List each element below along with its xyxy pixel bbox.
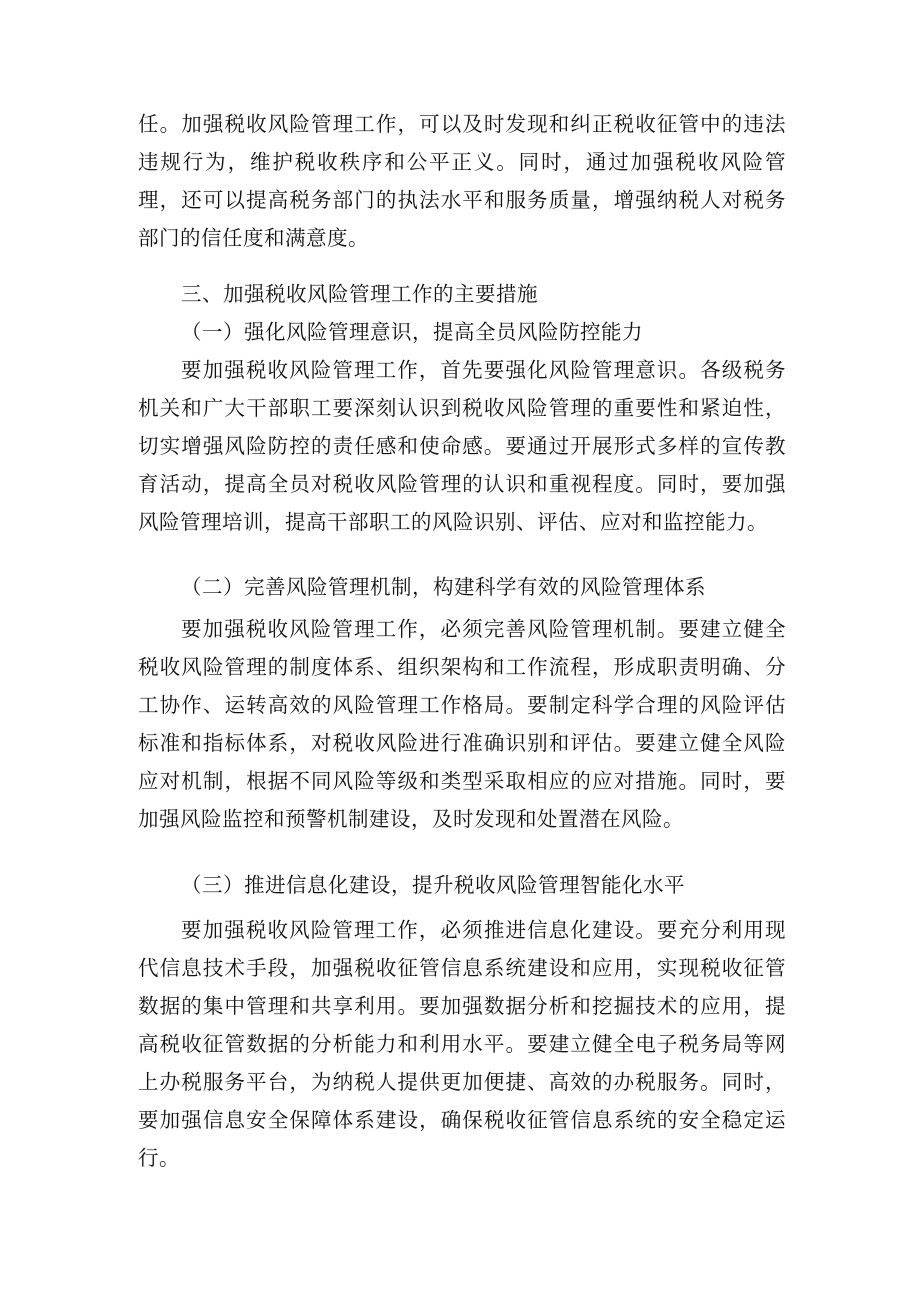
subsection-3-paragraph: 要加强税收风险管理工作，必须推进信息化建设。要充分利用现代信息技术手段，加强税收征管信息系统建设和应用，实现税收征管数据的集中管理和共享利用。要加强数据分析和挖掘技术的应用，提高税收征管数据的分析能力和利用水平。要建立健全电子税务局等网上办税服务平台，为纳税人提供更加便捷、高效的办税服务。同时，要加强信息安全保障体系建设，确保税收征管信息系统的安全稳定运行。 [138, 918, 786, 1170]
subsection-2-paragraph: 要加强税收风险管理工作，必须完善风险管理机制。要建立健全税收风险管理的制度体系、组织架构和工作流程，形成职责明确、分工协作、运转高效的风险管理工作格局。要制定科学合理的风险评估标准和指标体系，对税收风险进行准确识别和评估。要建立健全风险应对机制，根据不同风险等级和类型采取相应的应对措施。同时，要加强风险监控和预警机制建设，及时发现和处置潜在风险。 [138, 617, 786, 831]
continuation-paragraph: 任。加强税收风险管理工作，可以及时发现和纠正税收征管中的违法违规行为，维护税收秩序和公平正义。同时，通过加强税收风险管理，还可以提高税务部门的执法水平和服务质量，增强纳税人对税务部门的信任度和满意度。 [138, 112, 786, 250]
subsection-1-paragraph: 要加强税收风险管理工作，首先要强化风险管理意识。各级税务机关和广大干部职工要深刻认识到税收风险管理的重要性和紧迫性，切实增强风险防控的责任感和使命感。要通过开展形式多样的宣传教育活动，提高全员对税收风险管理的认识和重视程度。同时，要加强风险管理培训，提高干部职工的风险识别、评估、应对和监控能力。 [138, 358, 786, 534]
subsection-heading-3: （三）推进信息化建设，提升税收风险管理智能化水平 [181, 873, 685, 897]
subsection-heading-1: （一）强化风险管理意识，提高全员风险防控能力 [181, 320, 643, 344]
section-heading: 三、加强税收风险管理工作的主要措施 [181, 282, 538, 306]
subsection-heading-2: （二）完善风险管理机制，构建科学有效的风险管理体系 [181, 575, 706, 599]
